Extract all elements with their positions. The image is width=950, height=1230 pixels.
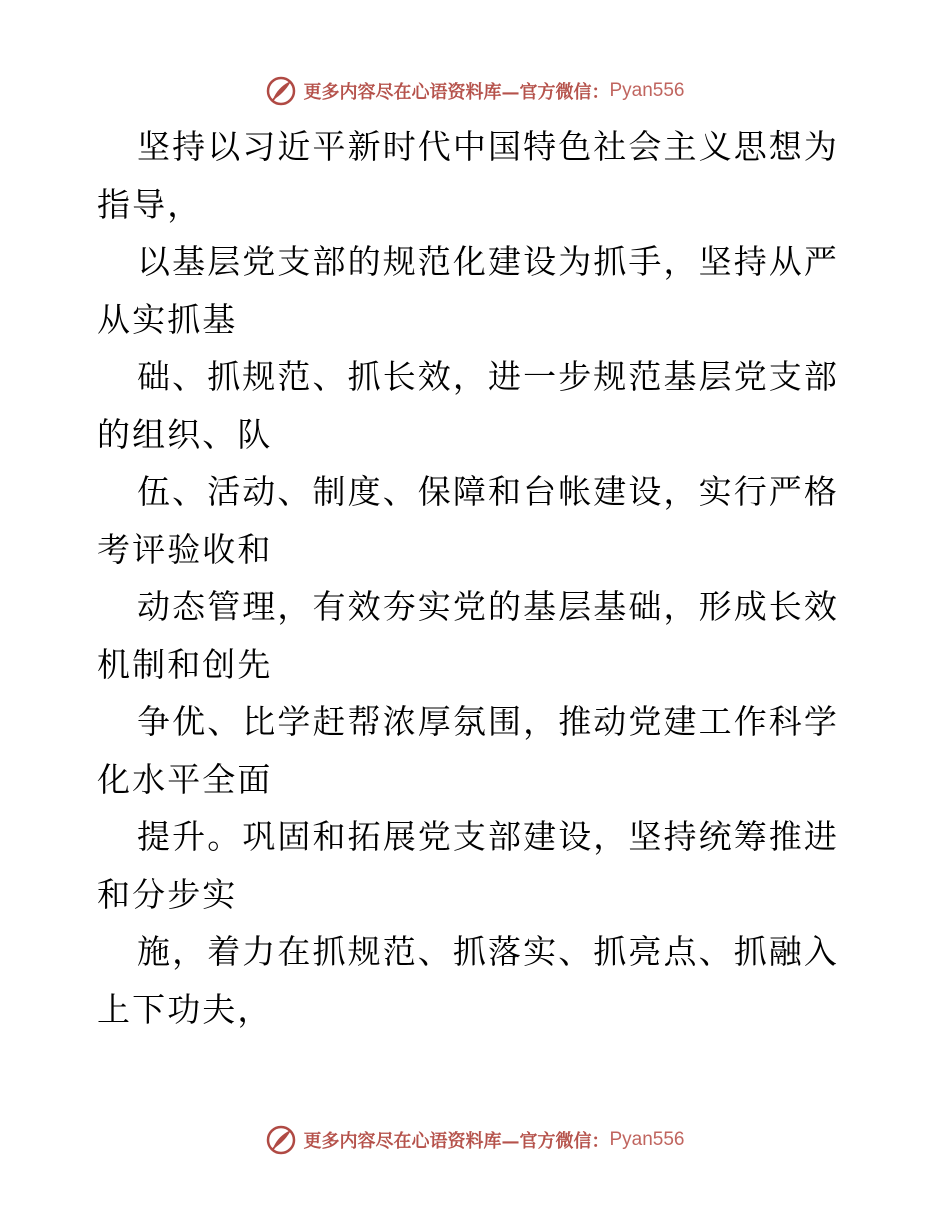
paragraph-8: 施，着力在抓规范、抓落实、抓亮点、抓融入上下功夫， xyxy=(97,932,839,1029)
footer-text: 更多内容尽在心语资料库—官方微信： xyxy=(303,1131,610,1152)
footer-wechat-id: Pyan556 xyxy=(609,1129,685,1150)
quill-pen-logo-icon xyxy=(265,1124,297,1156)
paragraph-6: 争优、比学赶帮浓厚氛围，推动党建工作科学化水平全面 xyxy=(97,702,839,799)
paragraph-5: 动态管理，有效夯实党的基层基础，形成长效机制和创先 xyxy=(97,587,839,684)
paragraph-3: 础、抓规范、抓长效，进一步规范基层党支部的组织、队 xyxy=(97,357,839,454)
header-wechat-id: Pyan556 xyxy=(609,80,685,101)
footer-watermark xyxy=(0,1120,950,1160)
document-body xyxy=(97,118,857,1038)
paragraph-7: 提升。巩固和拓展党支部建设，坚持统筹推进和分步实 xyxy=(97,817,839,914)
header-text: 更多内容尽在心语资料库—官方微信： xyxy=(303,82,610,103)
header-watermark xyxy=(0,71,950,111)
paragraph-2: 以基层党支部的规范化建设为抓手，坚持从严从实抓基 xyxy=(97,242,839,339)
paragraph-1: 坚持以习近平新时代中国特色社会主义思想为指导， xyxy=(97,127,839,224)
paragraph-4: 伍、活动、制度、保障和台帐建设，实行严格考评验收和 xyxy=(97,472,839,569)
quill-pen-logo-icon xyxy=(265,75,297,107)
